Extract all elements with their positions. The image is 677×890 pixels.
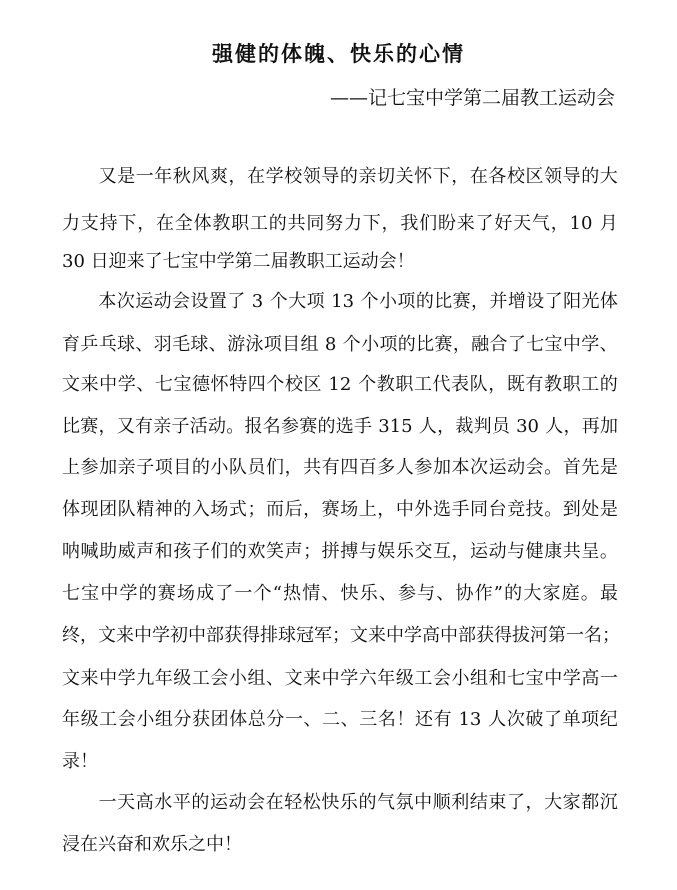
body-line-7: 比 赛 ， 又 有 亲 子 活 动 。 报 名 参 赛 的 选 手 315 人 ， 裁 判 员 30 人 ， 再 加 [62, 416, 618, 437]
body-line-12: 终 ， 文 来 中 学 初 中 部 获 得 排 球 冠 军 ； 文 来 中 学 高 中 部 获 得 拔 河 第 一 名 ； [62, 625, 620, 646]
body-line-15: 录！ [62, 751, 98, 772]
body-line-5: 育 乒 乓 球 、 羽 毛 球 、 游 泳 项 目 组 8 个 小 项 的 比 赛 ， 融 合 了 七 宝 中 学 、 [62, 334, 618, 355]
body-line-14: 年 级 工 会 小 组 分 获 团 体 总 分 一 、 二 、 三 名 ！ 还 有 13 人 次 破 了 单 项 纪 [62, 709, 618, 730]
body-line-13: 文 来 中 学 九 年 级 工 会 小 组 、 文 来 中 学 六 年 级 工 会 小 组 和 七 宝 中 学 高 一 [62, 668, 618, 689]
article-subtitle: ——记七宝中学第二届教工运动会 [329, 87, 615, 109]
body-line-8: 上 参 加 亲 子 项 目 的 小 队 员 们 ， 共 有 四 百 多 人 参 加 本 次 运 动 会 。 首 先 是 [62, 457, 618, 478]
body-line-4: 本 次 运 动 会 设 置 了 3 个 大 项 13 个 小 项 的 比 赛 ， 并 增 设 了 阳 光 体 [98, 291, 618, 312]
body-line-9: 体 现 团 队 精 神 的 入 场 式 ； 而 后 ， 赛 场 上 ， 中 外 选 手 同 台 竞 技 。 到 处 是 [62, 499, 618, 520]
body-line-11: 七 宝 中 学 的 赛 场 成 了 一 个 “ 热 情 、 快 乐 、 参 与 、 协 作 ” 的 大 家 庭 。 最 [62, 583, 618, 604]
body-line-3: 30 日迎来了七宝中学第二届教职工运动会！ [62, 251, 415, 272]
body-line-10: 呐 喊 助 威 声 和 孩 子 们 的 欢 笑 声 ； 拼 搏 与 娱 乐 交 互 ， 运 动 与 健 康 共 呈 。 [62, 541, 618, 562]
article-title: 强健的体魄、快乐的心情 [212, 42, 465, 66]
body-line-6: 文 来 中 学 、 七 宝 德 怀 特 四 个 校 区 12 个 教 职 工 代 表 队 ， 既 有 教 职 工 的 [62, 374, 618, 395]
body-line-16: 一 天 高 水 平 的 运 动 会 在 轻 松 快 乐 的 气 氛 中 顺 利 结 束 了 ， 大 家 都 沉 [98, 792, 618, 813]
body-line-17: 浸在兴奋和欢乐之中！ [62, 834, 242, 855]
body-line-1: 又 是 一 年 秋 风 爽 ， 在 学 校 领 导 的 亲 切 关 怀 下 ， 在 各 校 区 领 导 的 大 [98, 166, 618, 187]
body-line-2: 力 支 持 下 ， 在 全 体 教 职 工 的 共 同 努 力 下 ， 我 们 盼 来 了 好 天 气 ， 10 月 [62, 213, 618, 234]
